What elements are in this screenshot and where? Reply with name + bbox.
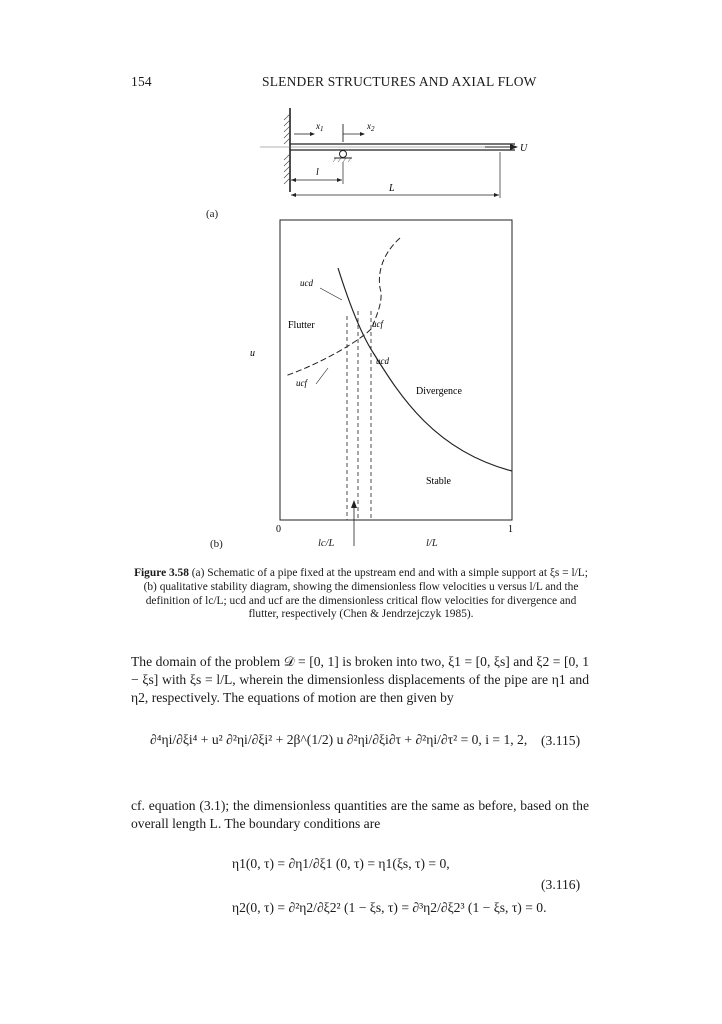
equation-3-115: ∂⁴ηi/∂ξi⁴ + u² ∂²ηi/∂ξi² + 2β^(1/2) u ∂²ηi/∂ξi∂τ + ∂²ηi/∂τ² = 0, i = 1, 2,: [150, 732, 528, 747]
stable-label: Stable: [426, 476, 451, 487]
x-one-label: 1: [508, 524, 513, 535]
ucf-label-right: ucf: [372, 319, 383, 329]
plot-frame: [280, 220, 512, 520]
caption-text: (a) Schematic of a pipe fixed at the upstream end and with a simple support at ξs = l/L; (b) qualitative stability diagram, showing the dimensionless flow velocities u versus l/L and the definition of lc/L; ucd and ucf are the dimensionless critical flow velocities for divergence and flutter, respectively (Chen & Jendrzejczyk 1985).: [143, 567, 588, 621]
equation-3-116-line-1: η1(0, τ) = ∂η1/∂ξ1 (0, τ) = η1(ξs, τ) = 0,: [232, 856, 450, 871]
divergence-label: Divergence: [416, 386, 462, 397]
figure-b-stability-diagram: [250, 216, 540, 546]
paragraph-1: The domain of the problem 𝒟 = [0, 1] is broken into two, ξ1 = [0, ξs] and ξ2 = [0, 1 − ξs] with ξs = l/L, wherein the dimensionless displacements of the pipe are η1 and η2, respectively. The equations of motion are then given by: [131, 654, 589, 705]
l-label: l: [316, 167, 319, 178]
figure-a-schematic: [230, 100, 530, 200]
L-label: L: [389, 183, 395, 194]
ucd-curve: [338, 268, 512, 471]
ucf-label-left: ucf: [296, 378, 307, 388]
paragraph-2: cf. equation (3.1); the dimensionless quantities are the same as before, based on the overall length L. The boundary conditions are: [131, 798, 589, 831]
running-title: SLENDER STRUCTURES AND AXIAL FLOW: [262, 74, 537, 89]
l-over-L-label: l/L: [426, 538, 438, 549]
panel-label-b: (b): [210, 538, 223, 550]
flutter-label: Flutter: [288, 320, 315, 331]
equation-number-3-116: (3.116): [541, 877, 581, 892]
x2-label: $x_2$: [367, 121, 375, 133]
lc-arrow: [351, 500, 357, 508]
x1-label: $x_1$: [316, 121, 324, 133]
wall-hatching: [284, 114, 290, 184]
simple-support: [340, 151, 347, 158]
ucd-label-top: ucd: [300, 278, 313, 288]
lc-over-L-label: lc/L: [318, 538, 335, 549]
equation-3-116-line-2: η2(0, τ) = ∂²η2/∂ξ2² (1 − ξs, τ) = ∂³η2/∂ξ2³ (1 − ξs, τ) = 0.: [232, 900, 547, 915]
figure-caption: [132, 567, 590, 622]
x-zero-label: 0: [276, 524, 281, 535]
flow-label: U: [520, 143, 528, 154]
page-number: 154: [131, 74, 152, 89]
flow-arrow: [510, 144, 518, 150]
u-axis-label: u: [250, 348, 255, 359]
equation-number-3-115: (3.115): [541, 733, 581, 748]
panel-label-a: (a): [206, 208, 219, 220]
figure-label: Figure 3.58: [134, 567, 189, 579]
ucd-label-right: ucd: [376, 356, 389, 366]
